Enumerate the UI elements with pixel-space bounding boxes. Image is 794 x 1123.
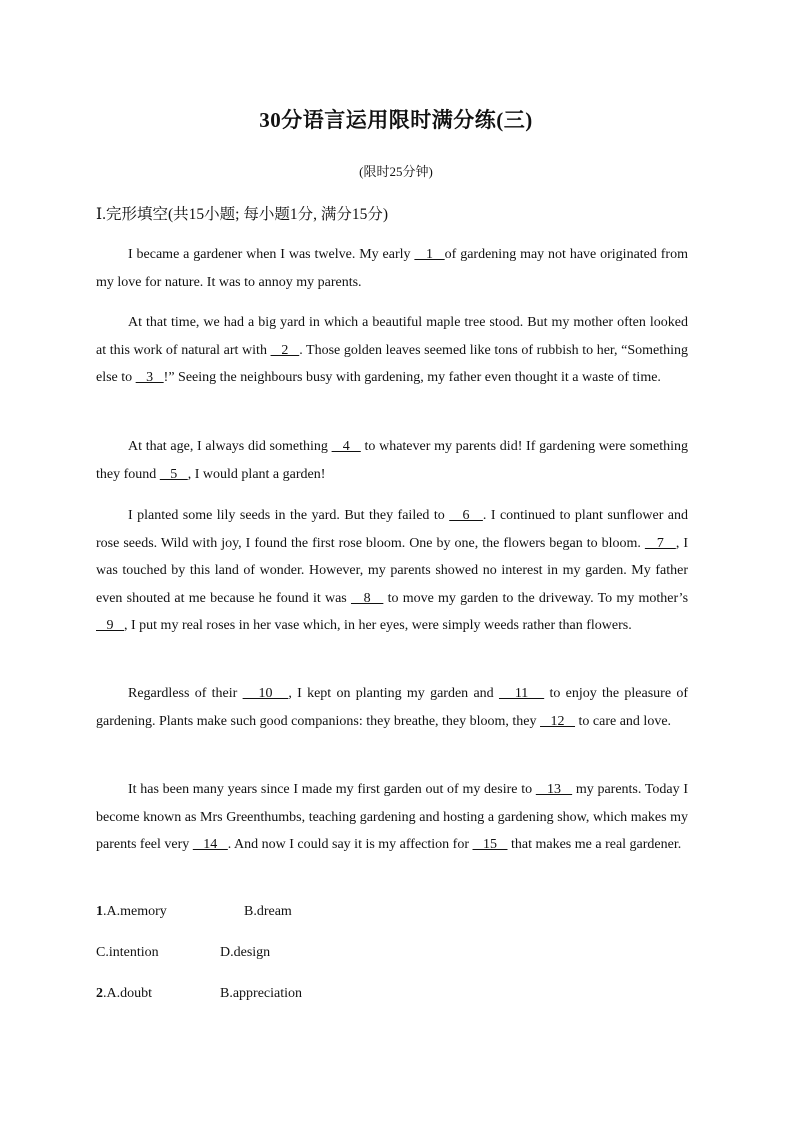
option-b: B.dream — [244, 904, 292, 919]
option-b: B.appreciation — [220, 986, 303, 1001]
option-a: 1.A.memory — [96, 904, 167, 919]
answer-blank: 4 — [331, 439, 361, 454]
answer-blank: 7 — [644, 535, 676, 551]
answer-blank: 1 — [414, 247, 445, 262]
passage-text: to move my garden to the driveway. To my mother’s — [383, 590, 689, 606]
passage-text: to whatever my parents did! If gardening were something they found — [96, 439, 688, 482]
option-a: 2.A.doubt — [96, 986, 152, 1001]
passage-text: . Those golden leaves seemed like tons of rubbish to her, “Something else to — [96, 342, 688, 385]
passage-text: , I kept on planting my garden and — [288, 686, 499, 701]
answer-blank: 3 — [135, 370, 164, 385]
question-number: 1 — [96, 904, 103, 919]
section-heading: Ⅰ.完形填空(共15小题; 每小题1分, 满分15分) — [96, 206, 389, 223]
passage-paragraph — [96, 241, 688, 296]
answer-blank: 8 — [350, 590, 384, 606]
passage-paragraph — [96, 309, 688, 392]
passage-text: of gardening may not have originated from my love for nature. It was to annoy my parents. — [96, 247, 688, 290]
option-d: D.design — [220, 945, 271, 960]
passage-paragraph — [96, 433, 688, 488]
passage-paragraph — [96, 680, 688, 735]
passage-text: to enjoy the pleasure of gardening. Plants make such good companions: they breathe, they bloom, they — [96, 686, 689, 729]
passage-text: It has been many years since I made my first garden out of my desire to — [128, 782, 536, 797]
answer-blank: 13 — [535, 782, 573, 797]
passage-text: I planted some lily seeds in the yard. But they failed to — [128, 508, 450, 523]
answer-blank: 2 — [270, 342, 300, 358]
passage-text: I became a gardener when I was twelve. My early — [128, 247, 415, 262]
passage-text: At that time, we had a big yard in which a beautiful maple tree stood. But my mother often looked at this work of natural art with — [96, 315, 688, 358]
answer-blank: 5 — [159, 466, 188, 482]
answer-blank: 12 — [540, 713, 576, 729]
answer-blank: 14 — [192, 837, 228, 852]
answer-blank: 10 — [242, 686, 289, 701]
question-number: 2 — [96, 986, 103, 1001]
passage-paragraph — [96, 502, 688, 640]
passage-text: Regardless of their — [128, 686, 243, 701]
page-title: 30分语言运用限时满分练(三) — [259, 108, 533, 132]
passage-text: to care and love. — [575, 713, 672, 729]
passage-text: At that age, I always did something — [128, 439, 332, 454]
answer-blank: 11 — [498, 686, 545, 701]
passage-text: , I put my real roses in her vase which, in her eyes, were simply weeds rather than flowers. — [124, 618, 632, 633]
passage-text: !” Seeing the neighbours busy with gardening, my father even thought it a waste of time. — [163, 370, 661, 385]
time-limit-note: (限时25分钟) — [359, 164, 433, 179]
passage-text: my parents. Today I become known as Mrs Greenthumbs, teaching gardening and hosting a gardening show, which makes my parents feel very — [96, 782, 689, 852]
passage-text: , I was touched by this land of wonder. However, my parents showed no interest in my garden. My father even shouted at me because he found it was — [96, 535, 688, 606]
passage-text: . I continued to plant sunflower and rose seeds. Wild with joy, I found the first rose bloom. One by one, the flowers began to bloom. — [96, 508, 689, 551]
passage-paragraph — [96, 776, 688, 859]
passage-text: , I would plant a garden! — [187, 466, 326, 482]
answer-blank: 9 — [96, 618, 124, 633]
option-c: C.intention — [96, 945, 159, 960]
answer-blank: 6 — [449, 508, 483, 523]
answer-blank: 15 — [472, 837, 508, 852]
passage-text: . And now I could say it is my affection for — [227, 837, 473, 852]
passage-text: that makes me a real gardener. — [507, 837, 682, 852]
